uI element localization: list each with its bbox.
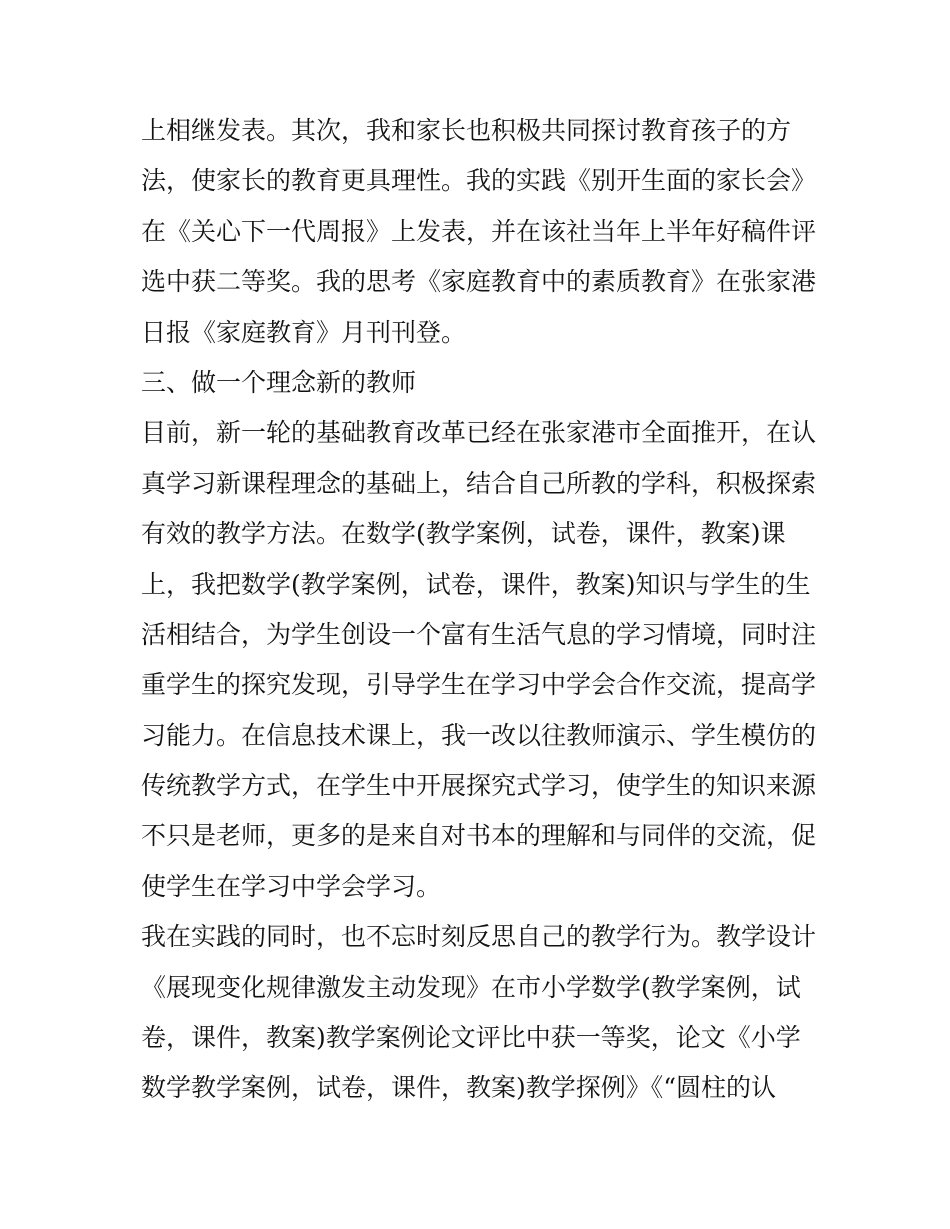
text-line: 在《关心下一代周报》上发表，并在该社当年上半年好稿件评 bbox=[141, 216, 817, 246]
text-line: 《展现变化规律激发主动发现》在市小学数学(教学案例，试 bbox=[141, 972, 801, 1002]
text-line: 法，使家长的教育更具理性。我的实践《别开生面的家长会》 bbox=[141, 166, 817, 196]
text-line: 上相继发表。其次，我和家长也积极共同探讨教育孩子的方 bbox=[141, 116, 792, 145]
text-line: 上，我把数学(教学案例，试卷，课件，教案)知识与学生的生 bbox=[141, 569, 811, 599]
text-line: 重学生的探究发现，引导学生在学习中学会合作交流，提高学 bbox=[141, 670, 817, 700]
text-line: 活相结合，为学生创设一个富有生活气息的学习情境，同时注 bbox=[141, 619, 817, 649]
text-line: 目前，新一轮的基础教育改革已经在张家港市全面推开，在认 bbox=[141, 418, 817, 448]
text-line: 卷，课件，教案)教学案例论文评比中获一等奖，论文《小学 bbox=[141, 1023, 801, 1053]
document-body bbox=[141, 106, 821, 1114]
text-line: 不只是老师，更多的是来自对书本的理解和与同伴的交流，促 bbox=[141, 821, 817, 851]
text-line: 数学教学案例，试卷，课件，教案)教学探例》《“圆柱的认 bbox=[141, 1073, 777, 1103]
text-line: 有效的教学方法。在数学(教学案例，试卷，课件，教案)课 bbox=[141, 519, 786, 549]
text-line: 习能力。在信息技术课上，我一改以往教师演示、学生模仿的 bbox=[141, 720, 817, 750]
text-line: 我在实践的同时，也不忘时刻反思自己的教学行为。教学设计 bbox=[141, 922, 817, 952]
section-heading: 三、做一个理念新的教师 bbox=[141, 367, 417, 397]
text-line: 使学生在学习中学会学习。 bbox=[141, 871, 442, 901]
text-line: 日报《家庭教育》月刊刊登。 bbox=[141, 317, 467, 347]
text-line: 真学习新课程理念的基础上，结合自己所教的学科，积极探索 bbox=[141, 468, 817, 498]
text-line: 传统教学方式，在学生中开展探究式学习，使学生的知识来源 bbox=[141, 771, 817, 801]
text-line: 选中获二等奖。我的思考《家庭教育中的素质教育》在张家港 bbox=[141, 267, 817, 297]
